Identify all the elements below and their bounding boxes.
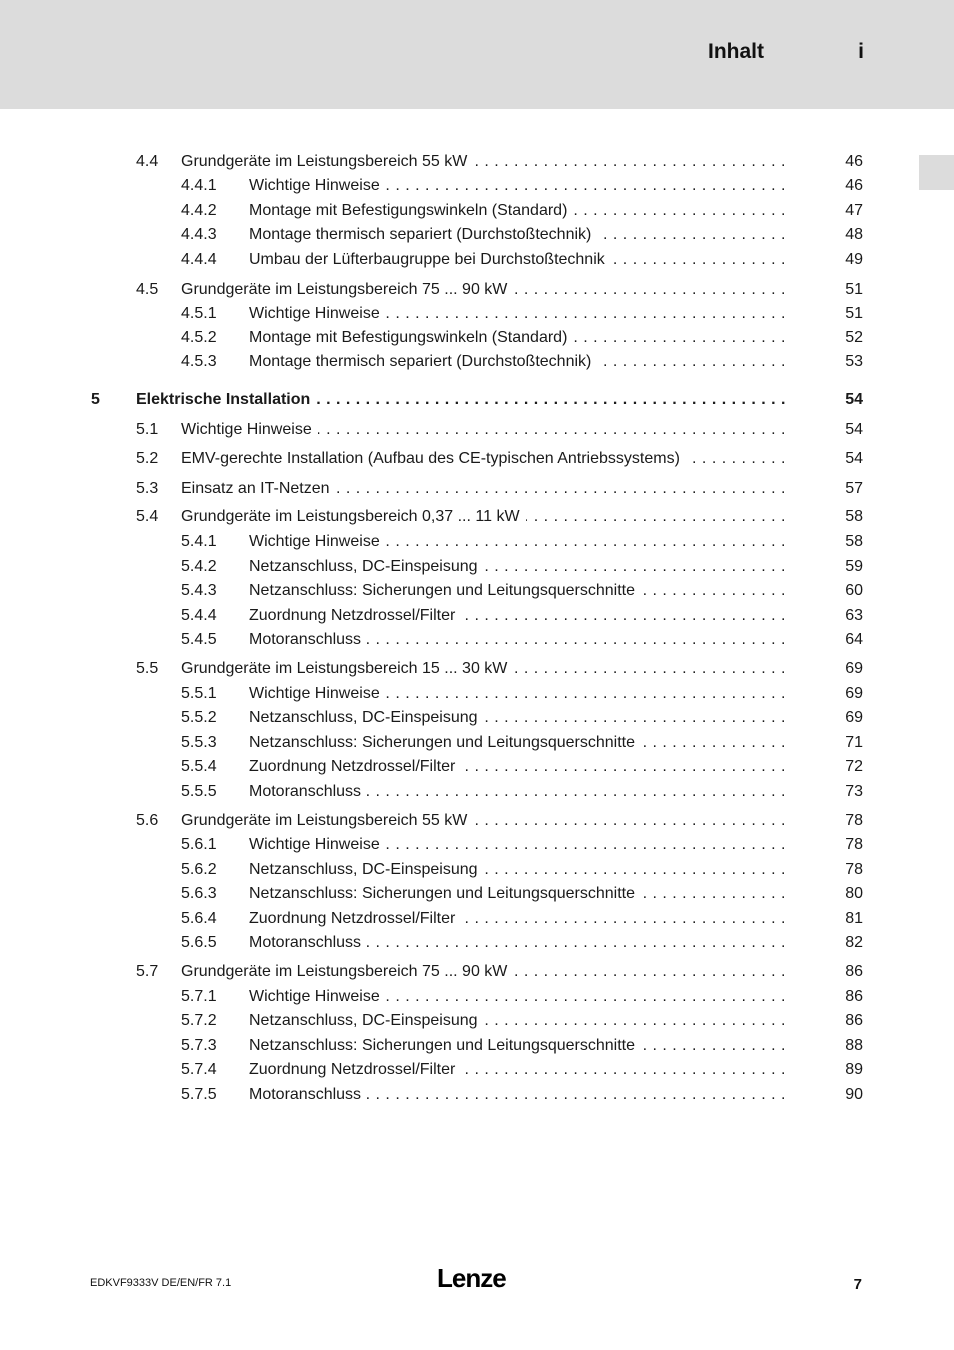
toc-entry-number: 5.6: [136, 812, 159, 829]
toc-entry-page: 47: [845, 202, 863, 219]
toc-entry-title: [249, 834, 786, 856]
toc-entry-title-text: Netzanschluss, DC-Einspeisung: [249, 558, 484, 575]
toc-entry[interactable]: [0, 986, 954, 1008]
toc-entry-title: [249, 986, 786, 1008]
toc-entry-title: [181, 478, 786, 500]
document-id: EDKVF9333V DE/EN/FR 7.1: [90, 1277, 232, 1289]
toc-entry[interactable]: [0, 810, 954, 832]
toc-entry-title: [249, 351, 786, 373]
toc-entry[interactable]: [0, 605, 954, 627]
toc-entry-title-text: Motoranschluss: [249, 631, 367, 648]
toc-entry-title-text: Wichtige Hinweise: [249, 533, 386, 550]
toc-entry[interactable]: [0, 834, 954, 856]
toc-entry-title-text: Grundgeräte im Leistungsbereich 75 ... 90 kW: [181, 281, 513, 298]
toc-entry[interactable]: [0, 883, 954, 905]
toc-entry[interactable]: [0, 732, 954, 754]
toc-entry-number: 5.7.4: [181, 1061, 217, 1078]
toc-entry-title-text: Wichtige Hinweise: [249, 177, 386, 194]
toc-entry-title-text: Wichtige Hinweise: [249, 305, 386, 322]
toc-entry-page: 69: [845, 685, 863, 702]
toc-entry-title-text: Netzanschluss: Sicherungen und Leitungsquerschnitte: [249, 734, 641, 751]
toc-entry-title: [249, 732, 786, 754]
toc-entry[interactable]: [0, 478, 954, 500]
toc-entry-page: 60: [845, 582, 863, 599]
toc-entry-number: 5.2: [136, 450, 159, 467]
toc-entry-number: 5.7.3: [181, 1037, 217, 1054]
section-mark: i: [858, 40, 864, 63]
toc-entry-title-text: Wichtige Hinweise: [181, 421, 318, 438]
toc-entry-title: [249, 883, 786, 905]
toc-entry-page: 86: [845, 1012, 863, 1029]
toc-entry-title-text: Zuordnung Netzdrossel/Filter: [249, 910, 461, 927]
toc-entry-page: 59: [845, 558, 863, 575]
toc-entry-page: 46: [845, 153, 863, 170]
toc-entry-page: 69: [845, 709, 863, 726]
toc-entry-title: [181, 419, 786, 441]
toc-entry-page: 86: [845, 963, 863, 980]
toc-entry[interactable]: [0, 707, 954, 729]
toc-entry-title: [181, 810, 786, 832]
toc-entry-title-text: Motoranschluss: [249, 783, 367, 800]
toc-entry-title: [249, 531, 786, 553]
toc-entry-page: 58: [845, 508, 863, 525]
toc-entry-number: 5.5.1: [181, 685, 217, 702]
toc-entry[interactable]: [0, 506, 954, 528]
toc-entry-page: 89: [845, 1061, 863, 1078]
toc-entry-page: 46: [845, 177, 863, 194]
toc-entry-title-text: Montage thermisch separiert (Durchstoßtechnik): [249, 226, 597, 243]
toc-entry-number: 5.4.1: [181, 533, 217, 550]
toc-entry-number: 4.5: [136, 281, 159, 298]
toc-entry-title-text: Netzanschluss: Sicherungen und Leitungsquerschnitte: [249, 1037, 641, 1054]
toc-entry-title: [249, 707, 786, 729]
toc-entry-title-text: Zuordnung Netzdrossel/Filter: [249, 758, 461, 775]
toc-entry-title: [249, 224, 786, 246]
toc-entry-page: 49: [845, 251, 863, 268]
toc-entry[interactable]: [0, 683, 954, 705]
toc-entry[interactable]: [0, 580, 954, 602]
toc-entry-title: [181, 448, 786, 470]
toc-entry-number: 4.4.2: [181, 202, 217, 219]
toc-entry[interactable]: [0, 175, 954, 197]
toc-entry-page: 90: [845, 1086, 863, 1103]
toc-entry-number: 5.4: [136, 508, 159, 525]
toc-entry-title-text: Netzanschluss, DC-Einspeisung: [249, 709, 484, 726]
toc-entry-number: 5.4.5: [181, 631, 217, 648]
toc-entry-title-text: EMV-gerechte Installation (Aufbau des CE-typischen Antriebssystems): [181, 450, 686, 467]
toc-entry-number: 4.4: [136, 153, 159, 170]
toc-entry-title: [249, 303, 786, 325]
toc-entry-number: 5.6.4: [181, 910, 217, 927]
toc-entry[interactable]: [0, 151, 954, 173]
toc-entry-number: 5.6.2: [181, 861, 217, 878]
toc-entry[interactable]: [0, 859, 954, 881]
toc-entry-number: 5.6.3: [181, 885, 217, 902]
toc-entry-page: 51: [845, 305, 863, 322]
toc-entry-title: [181, 961, 786, 983]
toc-entry-page: 52: [845, 329, 863, 346]
toc-entry-title: [249, 683, 786, 705]
toc-entry-title-text: Montage mit Befestigungswinkeln (Standard): [249, 329, 573, 346]
toc-entry-page: 69: [845, 660, 863, 677]
toc-entry-number: 5.4.3: [181, 582, 217, 599]
toc-entry[interactable]: [0, 1035, 954, 1057]
toc-entry[interactable]: [0, 658, 954, 680]
toc-entry-page: 51: [845, 281, 863, 298]
toc-entry-title: [181, 506, 786, 528]
toc-entry-title: [249, 908, 786, 930]
toc-entry[interactable]: [0, 629, 954, 651]
toc-entry[interactable]: [0, 932, 954, 954]
toc-entry-page: 63: [845, 607, 863, 624]
toc-entry-number: 5.3: [136, 480, 159, 497]
toc-entry-title: [249, 580, 786, 602]
toc-entry-title-text: Grundgeräte im Leistungsbereich 0,37 ... 11 kW: [181, 508, 526, 525]
toc-entry-number: 5.5.3: [181, 734, 217, 751]
toc-entry-title-text: Wichtige Hinweise: [249, 988, 386, 1005]
toc-entry-title: [249, 932, 786, 954]
toc-entry-number: 5.7.2: [181, 1012, 217, 1029]
toc-entry-title-text: Motoranschluss: [249, 934, 367, 951]
toc-entry-page: 53: [845, 353, 863, 370]
toc-entry[interactable]: [0, 961, 954, 983]
toc-entry[interactable]: [0, 531, 954, 553]
toc-entry-page: 78: [845, 861, 863, 878]
toc-entry-title-text: Motoranschluss: [249, 1086, 367, 1103]
toc-entry[interactable]: [0, 1084, 954, 1106]
toc-entry-number: 4.5.2: [181, 329, 217, 346]
toc-entry-title-text: Grundgeräte im Leistungsbereich 55 kW: [181, 812, 473, 829]
toc-entry-title-text: Netzanschluss, DC-Einspeisung: [249, 1012, 484, 1029]
toc-entry-page: 54: [845, 450, 863, 467]
toc-entry-page: 57: [845, 480, 863, 497]
toc-entry-title: [249, 556, 786, 578]
toc-entry-number: 5.5: [136, 660, 159, 677]
toc-entry-title: [249, 327, 786, 349]
toc-entry-title: [249, 629, 786, 651]
toc-entry-number: 5.5.2: [181, 709, 217, 726]
toc-entry-title: [249, 200, 786, 222]
toc-entry-title: [181, 658, 786, 680]
toc-entry-title: [181, 279, 786, 301]
toc-entry-title: [249, 1059, 786, 1081]
toc-entry-title: [249, 859, 786, 881]
toc-entry-title-text: Netzanschluss, DC-Einspeisung: [249, 861, 484, 878]
toc-entry-title: [181, 151, 786, 173]
toc-entry-number: 5.4.2: [181, 558, 217, 575]
page-title: Inhalt: [708, 40, 764, 63]
toc-entry-number: 5.1: [136, 421, 159, 438]
toc-entry[interactable]: [0, 908, 954, 930]
toc-entry[interactable]: [0, 224, 954, 246]
toc-entry-title: [249, 1084, 786, 1106]
toc-entry[interactable]: [0, 389, 954, 411]
toc-entry-page: 78: [845, 836, 863, 853]
toc-entry-number: 4.4.1: [181, 177, 217, 194]
page-number: 7: [853, 1276, 862, 1293]
toc-entry-title-text: Montage mit Befestigungswinkeln (Standard): [249, 202, 573, 219]
toc-entry-title-text: Netzanschluss: Sicherungen und Leitungsquerschnitte: [249, 582, 641, 599]
toc-entry[interactable]: [0, 756, 954, 778]
toc-entry-page: 88: [845, 1037, 863, 1054]
lenze-logo: Lenze: [437, 1263, 506, 1293]
toc-entry-number: 5.6.1: [181, 836, 217, 853]
toc-entry-title-text: Montage thermisch separiert (Durchstoßtechnik): [249, 353, 597, 370]
toc-entry-number: 4.4.4: [181, 251, 217, 268]
toc-entry-page: 64: [845, 631, 863, 648]
toc-entry-page: 54: [845, 391, 863, 408]
toc-entry-title: [249, 781, 786, 803]
toc-entry-title-text: Netzanschluss: Sicherungen und Leitungsquerschnitte: [249, 885, 641, 902]
toc-entry[interactable]: [0, 303, 954, 325]
toc-entry[interactable]: [0, 200, 954, 222]
toc-entry-title: [249, 605, 786, 627]
toc-entry-page: 48: [845, 226, 863, 243]
toc-entry-title-text: Wichtige Hinweise: [249, 836, 386, 853]
toc-entry[interactable]: [0, 249, 954, 271]
toc-entry-title: [249, 1035, 786, 1057]
toc-entry-page: 80: [845, 885, 863, 902]
toc-entry[interactable]: [0, 327, 954, 349]
toc-entry-page: 78: [845, 812, 863, 829]
toc-entry-page: 54: [845, 421, 863, 438]
toc-entry-title-text: Wichtige Hinweise: [249, 685, 386, 702]
toc-entry-page: 86: [845, 988, 863, 1005]
toc-entry[interactable]: [0, 1010, 954, 1032]
toc-entry-title: [249, 1010, 786, 1032]
toc-entry-title: [249, 249, 786, 271]
toc-entry-number: 4.5.3: [181, 353, 217, 370]
toc-entry-title-text: Einsatz an IT-Netzen: [181, 480, 336, 497]
toc-entry-number: 5.5.5: [181, 783, 217, 800]
toc-entry-title: [136, 389, 786, 411]
toc-entry-page: 58: [845, 533, 863, 550]
toc-entry[interactable]: [0, 419, 954, 441]
toc-entry-title-text: Grundgeräte im Leistungsbereich 75 ... 90 kW: [181, 963, 513, 980]
toc-entry-title-text: Grundgeräte im Leistungsbereich 55 kW: [181, 153, 473, 170]
toc-entry[interactable]: [0, 351, 954, 373]
toc-entry[interactable]: [0, 448, 954, 470]
toc-entry[interactable]: [0, 1059, 954, 1081]
toc-entry-title: [249, 756, 786, 778]
toc-entry[interactable]: [0, 781, 954, 803]
toc-entry-page: 81: [845, 910, 863, 927]
toc-entry-title-text: Elektrische Installation: [136, 391, 316, 408]
toc-entry-number: 4.5.1: [181, 305, 217, 322]
toc-entry-page: 72: [845, 758, 863, 775]
toc-entry-number: 5.5.4: [181, 758, 217, 775]
toc-entry-number: 5.7.5: [181, 1086, 217, 1103]
toc-entry-number: 5.7: [136, 963, 159, 980]
toc-entry-number: 5.6.5: [181, 934, 217, 951]
toc-entry[interactable]: [0, 556, 954, 578]
toc-entry-number: 4.4.3: [181, 226, 217, 243]
toc-entry-title-text: Grundgeräte im Leistungsbereich 15 ... 30 kW: [181, 660, 513, 677]
toc-entry-title-text: Umbau der Lüfterbaugruppe bei Durchstoßtechnik: [249, 251, 611, 268]
toc-entry[interactable]: [0, 279, 954, 301]
toc-entry-number: 5.7.1: [181, 988, 217, 1005]
toc-entry-page: 82: [845, 934, 863, 951]
toc-entry-title: [249, 175, 786, 197]
toc-entry-title-text: Zuordnung Netzdrossel/Filter: [249, 607, 461, 624]
toc-entry-number: 5.4.4: [181, 607, 217, 624]
toc-entry-page: 71: [845, 734, 863, 751]
toc-entry-title-text: Zuordnung Netzdrossel/Filter: [249, 1061, 461, 1078]
toc-entry-number: 5: [91, 391, 100, 408]
toc-entry-page: 73: [845, 783, 863, 800]
